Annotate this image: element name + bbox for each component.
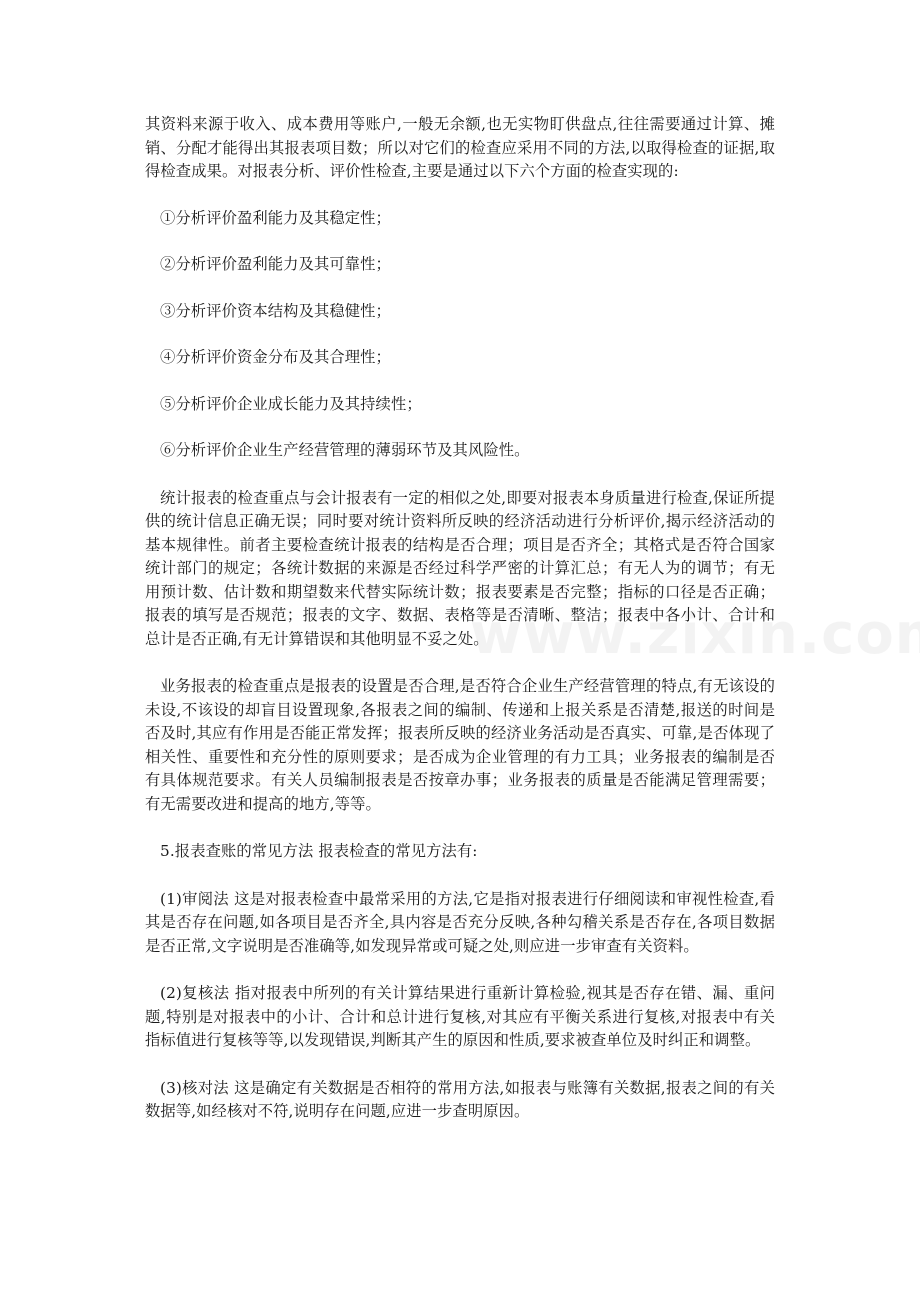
list-item-3: ③分析评价资本结构及其稳健性；	[160, 301, 391, 320]
paragraph-method-review: (1)审阅法 这是对报表检查中最常采用的方法,它是指对报表进行仔细阅读和审视性检查,看其是否存在问题,如各项目是否齐全,具内容是否充分反映,各种勾稽关系是否存在,各项目数据是否正常,文字说明是否准确等,如发现异常或可疑之处,则应进一步审查有关资料。	[145, 889, 775, 955]
paragraph-method-recheck: (2)复核法 指对报表中所列的有关计算结果进行重新计算检验,视其是否存在错、漏、重问题,特别是对报表中的小计、合计和总计进行复核,对其应有平衡关系进行复核,对报表中有关指标值进行复核等等,以发现错误,判断其产生的原因和性质,要求被查单位及时纠正和调整。	[145, 984, 775, 1049]
list-item-1: ①分析评价盈利能力及其稳定性；	[160, 208, 391, 227]
paragraph-business-reports: 业务报表的检查重点是报表的设置是否合理,是否符合企业生产经营管理的特点,有无该设的未设,不该设的却盲目设置现象,各报表之间的编制、传递和上报关系是否清楚,报送的时间是否及时,其应有作用是否能正常发挥；报表所反映的经济业务活动是否真实、可靠,是否体现了相关性、重要性和充分性的原则要求；是否成为企业管理的有力工具；业务报表的编制是否有具体规范要求。有关人员编制报表是否按章办事；业务报表的质量是否能满足管理需要；有无需要改进和提高的地方,等等。	[145, 677, 775, 813]
paragraph-method-verify: (3)核对法 这是确定有关数据是否相符的常用方法,如报表与账簿有关数据,报表之间的有关数据等,如经核对不符,说明存在问题,应进一步查明原因。	[145, 1078, 775, 1120]
list-item-6: ⑥分析评价企业生产经营管理的薄弱环节及其风险性。	[160, 441, 530, 459]
paragraph-statistical-reports: 统计报表的检查重点与会计报表有一定的相似之处,即要对报表本身质量进行检查,保证所提供的统计信息正确无误；同时要对统计资料所反映的经济活动进行分析评价,揭示经济活动的基本规律性。前者主要检查统计报表的结构是否合理；项目是否齐全；其格式是否符合国家统计部门的规定；各统计数据的来源是否经过科学严密的计算汇总；有无人为的调节；有无用预计数、估计数和期望数来代替实际统计数；报表要素是否完整；指标的口径是否正确；报表的填写是否规范；报表的文字、数据、表格等是否清晰、整洁；报表中各小计、合计和总计是否正确,有无计算错误和其他明显不妥之处。	[145, 488, 775, 648]
list-item-4: ④分析评价资金分布及其合理性；	[160, 348, 391, 366]
document-body	[145, 113, 775, 1124]
list-item-5: ⑤分析评价企业成长能力及其持续性；	[160, 394, 422, 413]
paragraph-intro: 其资料来源于收入、成本费用等账户,一般无余额,也无实物盯供盘点,往往需要通过计算、摊销、分配才能得出其报表项目数；所以对它们的检查应采用不同的方法,以取得检查的证据,取得检查成果。对报表分析、评价性检查,主要是通过以下六个方面的检查实现的:	[145, 115, 775, 180]
list-item-2: ②分析评价盈利能力及其可靠性；	[160, 255, 391, 273]
section-heading-methods: 5.报表查账的常见方法 报表检查的常见方法有:	[160, 842, 478, 860]
